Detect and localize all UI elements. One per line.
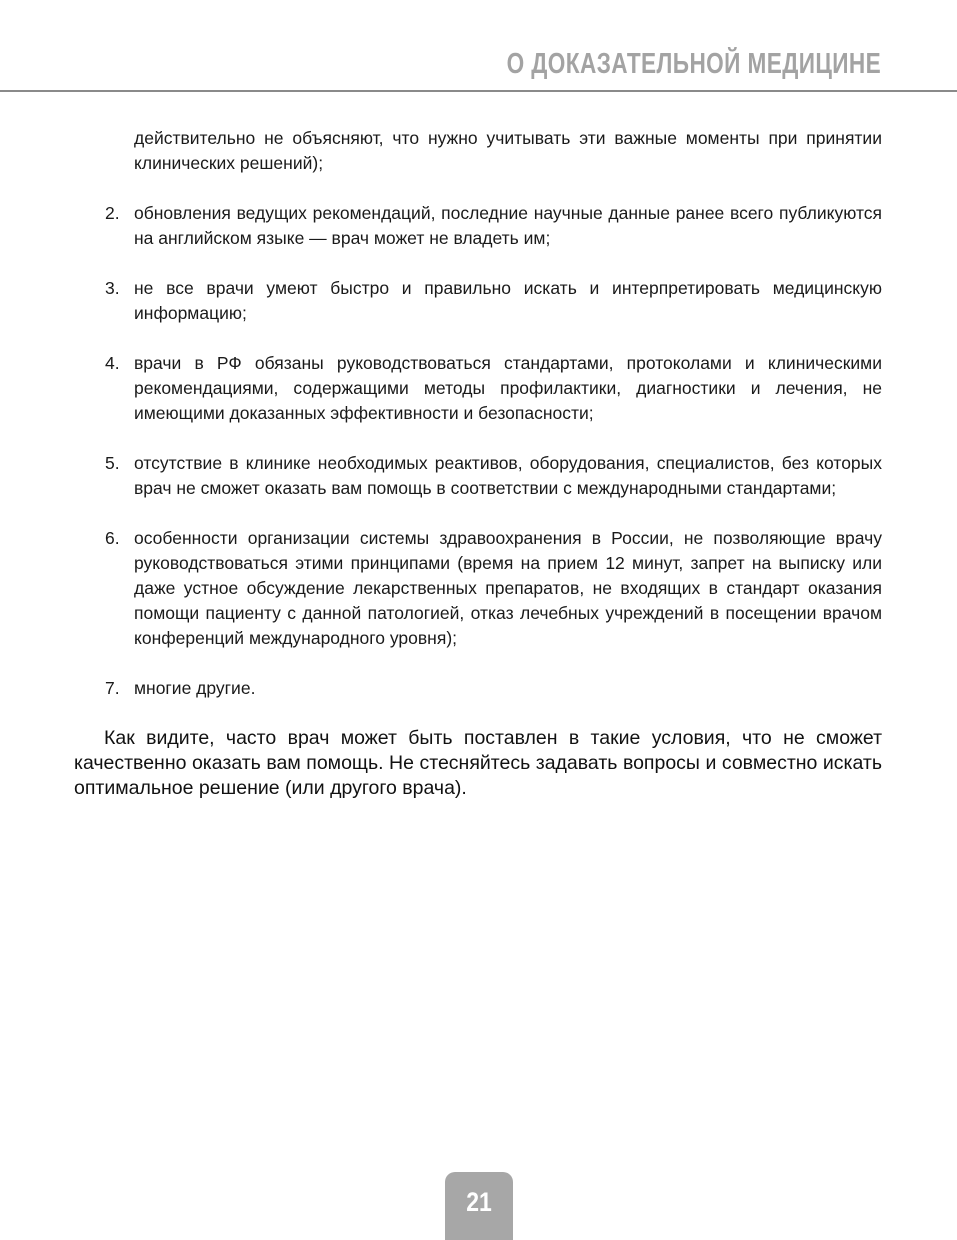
list-item-text: особенности организации системы здравоохранения в России, не позволяющие врачу руководствоваться этими принципами (время на прием 12 минут, запрет на выписку или даже устное обсуждение лекарственных препаратов, не входящих в стандарт оказания помощи пациенту с данной патологией, отказ лечебных учреждений в посещении врачом конференций международного уровня); [134, 528, 882, 648]
numbered-list [74, 201, 882, 701]
closing-paragraph: Как видите, часто врач может быть поставлен в такие условия, что не сможет качественно оказать вам помощь. Не стесняйтесь задавать вопросы и совместно искать оптимальное решение (или другого врача). [74, 727, 882, 799]
list-item-text: не все врачи умеют быстро и правильно искать и интерпретировать медицинскую информацию; [134, 278, 882, 323]
list-item-text: отсутствие в клинике необходимых реактивов, оборудования, специалистов, без которых врач не сможет оказать вам помощь в соответствии с международными стандартами; [134, 453, 882, 498]
header-divider [0, 90, 957, 92]
list-item [74, 201, 882, 251]
list-item [74, 526, 882, 651]
list-item-number: 2. [105, 203, 120, 223]
list-item-number: 3. [105, 278, 120, 298]
list-item-continuation: действительно не объясняют, что нужно учитывать эти важные моменты при принятии клинических решений); [134, 128, 882, 173]
page-content [74, 126, 882, 801]
running-header-title: О ДОКАЗАТЕЛЬНОЙ МЕДИЦИНЕ [506, 48, 881, 80]
list-item-text: врачи в РФ обязаны руководствоваться стандартами, протоколами и клиническими рекомендациями, содержащими методы профилактики, диагностики и лечения, не имеющими доказанных эффективности и безопасности; [134, 353, 882, 423]
page-number-tab [445, 1172, 513, 1240]
list-item [74, 351, 882, 426]
list-item [74, 276, 882, 326]
list-item [74, 451, 882, 501]
list-item-number: 5. [105, 453, 120, 473]
list-item [74, 676, 882, 701]
list-item-number: 6. [105, 528, 120, 548]
list-item-number: 4. [105, 353, 120, 373]
list-item-number: 7. [105, 678, 120, 698]
page-number: 21 [466, 1186, 492, 1217]
list-item-text: обновления ведущих рекомендаций, последние научные данные ранее всего публикуются на английском языке — врач может не владеть им; [134, 203, 882, 248]
list-item-text: многие другие. [134, 678, 256, 698]
